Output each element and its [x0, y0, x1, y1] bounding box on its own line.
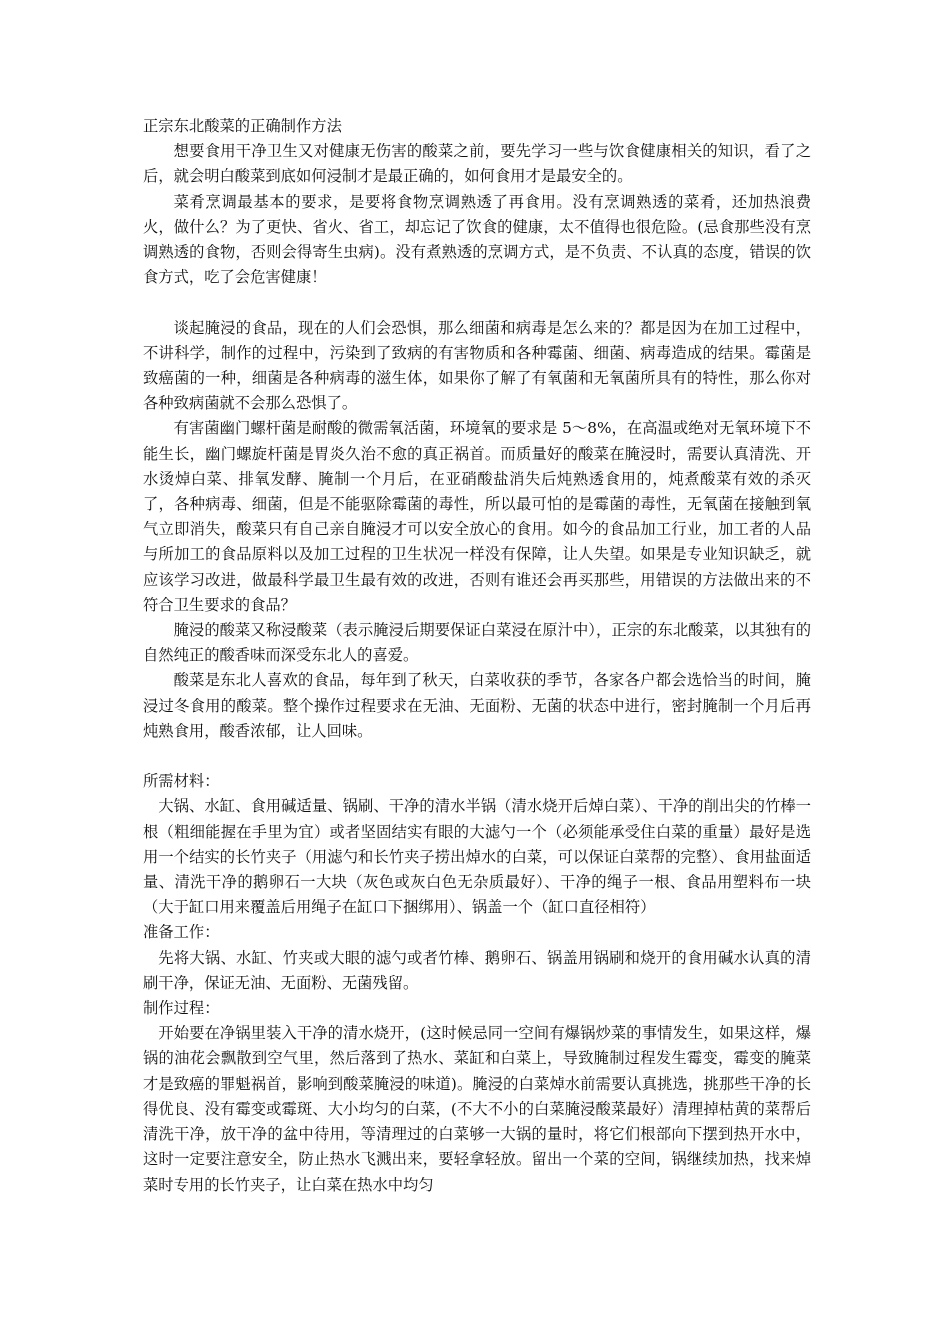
process-heading: 制作过程： [143, 999, 220, 1018]
body-paragraph-1: 谈起腌浸的食品，现在的人们会恐惧，那么细菌和病毒是怎么来的？都是因为在加工过程中，不讲科学，制作的过程中，污染到了致病的有害物质和各种霉菌、细菌、病毒造成的结果。霉菌是致癌菌的一种，细菌是各种病毒的滋生体，如果你了解了有氧菌和无氧菌所具有的特性，那么你对各种致病菌就不会那么恐惧了。 [143, 318, 811, 413]
process-text: 开始要在净锅里装入干净的清水烧开，(这时候忌同一空间有爆锅炒菜的事情发生，如果这样，爆锅的油花会飘散到空气里，然后落到了热水、菜缸和白菜上，导致腌制过程发生霉变，霉变的腌菜才是致癌的罪魁祸首，影响到酸菜腌浸的味道)。腌浸的白菜焯水前需要认真挑选，挑那些干净的长得优良、没有霉变或霉斑、大小均匀的白菜，(不大不小的白菜腌浸酸菜最好）清理掉枯黄的菜帮后清洗干净，放干净的盆中待用，等清理过的白菜够一大锅的量时，将它们根部向下摆到热开水中，这时一定要注意安全，防止热水飞溅出来，要轻拿轻放。留出一个菜的空间，锅继续加热，找来焯菜时专用的长竹夹子，让白菜在热水中均匀 [143, 1024, 811, 1194]
intro-paragraph-1: 想要食用干净卫生又对健康无伤害的酸菜之前，要先学习一些与饮食健康相关的知识，看了之后，就会明白酸菜到底如何浸制才是最正确的，如何食用才是最安全的。 [143, 142, 811, 186]
blank-line [143, 744, 811, 769]
document-title: 正宗东北酸菜的正确制作方法 [143, 117, 342, 135]
document-page [143, 114, 811, 1198]
blank-line [143, 290, 811, 315]
body-paragraph-3: 腌浸的酸菜又称浸酸菜（表示腌浸后期要保证白菜浸在原汁中），正宗的东北酸菜，以其独有的自然纯正的酸香味而深受东北人的喜爱。 [143, 621, 811, 665]
materials-heading: 所需材料： [143, 772, 220, 791]
materials-text: 大锅、水缸、食用碱适量、锅刷、干净的清水半锅（清水烧开后焯白菜）、干净的削出尖的竹棒一根（粗细能握在手里为宜）或者坚固结实有眼的大滤勺一个（必须能承受住白菜的重量）最好是选用一个结实的长竹夹子（用滤勺和长竹夹子捞出焯水的白菜，可以保证白菜帮的完整）、食用盐面适量、清洗干净的鹅卵石一大块（灰色或灰白色无杂质最好）、干净的绳子一根、食品用塑料布一块（大于缸口用来覆盖后用绳子在缸口下捆绑用）、锅盖一个（缸口直径相符） [143, 797, 811, 917]
body-paragraph-4: 酸菜是东北人喜欢的食品，每年到了秋天，白菜收获的季节，各家各户都会选恰当的时间，腌浸过冬食用的酸菜。整个操作过程要求在无油、无面粉、无菌的状态中进行，密封腌制一个月后再炖熟食用，酸香浓郁，让人回味。 [143, 671, 811, 740]
preparation-heading: 准备工作： [143, 923, 220, 942]
preparation-text: 先将大锅、水缸、竹夹或大眼的滤勺或者竹棒、鹅卵石、锅盖用锅刷和烧开的食用碱水认真的清刷干净，保证无油、无面粉、无菌残留。 [143, 948, 811, 992]
intro-paragraph-2: 菜肴烹调最基本的要求，是要将食物烹调熟透了再食用。没有烹调熟透的菜肴，还加热浪费火，做什么？为了更快、省火、省工，却忘记了饮食的健康，太不值得也很危险。(忌食那些没有烹调熟透的食物，否则会得寄生虫病)。没有煮熟透的烹调方式，是不负责、不认真的态度，错误的饮食方式，吃了会危害健康！ [143, 192, 811, 287]
body-paragraph-2: 有害菌幽门螺杆菌是耐酸的微需氧活菌，环境氧的要求是 5～8%，在高温或绝对无氧环境下不能生长，幽门螺旋杆菌是胃炎久治不愈的真正祸首。而质量好的酸菜在腌浸时，需要认真清洗、开水烫焯白菜、排氧发酵、腌制一个月后，在亚硝酸盐消失后炖熟透食用的，炖煮酸菜有效的杀灭了，各种病毒、细菌，但是不能驱除霉菌的毒性，所以最可怕的是霉菌的毒性，无氧菌在接触到氧气立即消失，酸菜只有自己亲自腌浸才可以安全放心的食用。如今的食品加工行业，加工者的人品与所加工的食品原料以及加工过程的卫生状况一样没有保障，让人失望。如果是专业知识缺乏，就应该学习改进，做最科学最卫生最有效的改进，否则有谁还会再买那些，用错误的方法做出来的不符合卫生要求的食品？ [143, 419, 811, 614]
